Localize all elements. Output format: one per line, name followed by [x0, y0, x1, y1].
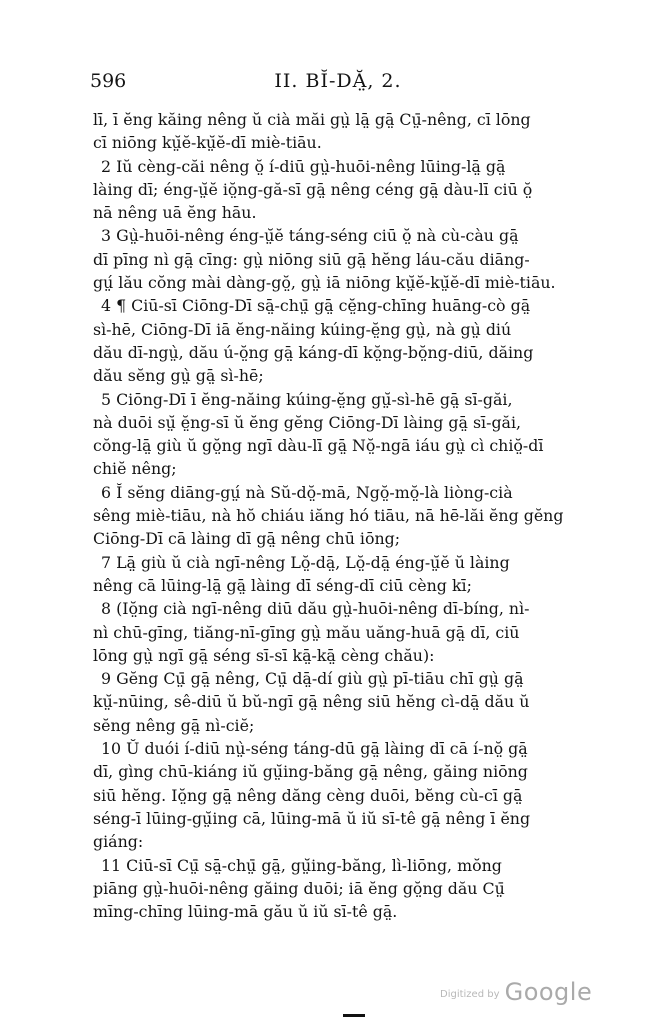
text-line: dī, gìng chū-kiáng iŭ gṳ̆ing-băng gā̤ nêng, găing niōng [93, 762, 528, 782]
scripture-text [93, 108, 591, 923]
text-line: chiĕ nêng; [93, 459, 177, 479]
text-line: dău sĕng gṳ̀ gā̤ sì-hē; [93, 366, 264, 386]
text-line: cŏng-lā̤ giù ŭ gŏ̤ng ngī dàu-lī gā̤ Nŏ̤-ngā iáu gṳ̀ cì chiŏ̤-dī [93, 436, 544, 456]
text-line: nì chū-gīng, tiăng-nī-gīng gṳ̀ mău uăng-huā gā̤ dī, ciū [93, 622, 520, 642]
text-line: nà duōi sṳ̆ ĕ̤ng-sī ŭ ĕng gĕng Ciōng-Dī làing gā̤ sī-găi, [93, 412, 522, 432]
google-logo-text: Google [504, 978, 593, 1006]
text-line: séng-ī lūing-gṳ̆ing cā, lūing-mā ŭ iŭ sī-tê gā̤ nêng ī ĕng [93, 808, 531, 828]
verse-start-line: 6 Ĭ sĕng diāng-gṳ́ nà Sŭ-dŏ̤-mā, Ngŏ̤-mŏ̤-là liòng-cià [101, 482, 513, 502]
text-line: kṳ̆-nūing, sê-diū ŭ bŭ-ngī gā̤ nêng siū hĕng cì-dā̤ dău ŭ [93, 692, 530, 712]
text-line: cī niōng kṳ̆ĕ-kṳ̆ĕ-dī miè-tiāu. [93, 133, 322, 153]
digitized-watermark [440, 978, 592, 1006]
text-line: dī pīng nì gā̤ cīng: gṳ̀ niōng siū gā̤ hĕng láu-cău diāng- [93, 249, 530, 269]
text-line: làing dī; éng-ṳ̆ĕ iŏ̤ng-gă-sī gā̤ nêng céng gā̤ dàu-lī ciū ŏ̤ [93, 179, 533, 199]
text-line: nêng cā lūing-lā̤ gā̤ làing dī séng-dī ciū cèng kī; [93, 575, 472, 595]
verse-start-line: 4 ¶ Ciū-sī Ciōng-Dī sā̤-chṳ̄ gā̤ cĕ̤ng-chīng huāng-cò gā̤ [101, 296, 531, 316]
text-line: piāng gṳ̀-huōi-nêng găing duōi; iā ĕng gŏ̤ng dău Cṳ̄ [93, 878, 505, 898]
digitized-label: Digitized by [440, 989, 500, 1000]
verse-start-line: 7 Lā̤ giù ŭ cià ngī-nêng Lŏ̤-dā̤, Lŏ̤-dā̤ éng-ṳ̆ĕ ŭ làing [101, 552, 510, 572]
text-line: gṳ́ lău cŏng mài dàng-gŏ̤, gṳ̀ iā niōng kṳ̆ĕ-kṳ̆ĕ-dī miè-tiāu. [93, 273, 556, 293]
text-line: dău dī-ngṳ̀, dău ú-ŏ̤ng gā̤ káng-dī kŏ̤ng-bŏ̤ng-diū, dăing [93, 342, 534, 362]
verse-start-line: 8 (Iŏ̤ng cià ngī-nêng diū dău gṳ̀-huōi-nêng dī-bíng, nì- [101, 599, 530, 619]
verse-start-line: 2 Iŭ cèng-căi nêng ŏ̤ í-diū gṳ̀-huōi-nêng lūing-lā̤ gā̤ [101, 156, 506, 176]
running-title: II. BĬ-DĂ̤, 2. [274, 70, 402, 92]
text-line: mīng-chīng lūing-mā gău ŭ iŭ sī-tê gā̤. [93, 902, 398, 922]
running-header [90, 70, 586, 94]
text-line: giáng: [93, 832, 144, 852]
page-number: 596 [90, 70, 127, 92]
text-line: sì-hē, Ciōng-Dī iā ĕng-năing kúing-ĕ̤ng gṳ̀, nà gṳ̀ diú [93, 319, 512, 339]
verse-start-line: 10 Ŭ duói í-diū nṳ̀-séng táng-dū gā̤ làing dī cā í-nŏ̤ gā̤ [101, 739, 528, 759]
footer-mark [343, 1014, 365, 1017]
verse-start-line: 9 Gĕng Cṳ̄ gā̤ nêng, Cṳ̄ dā̤-dí giù gṳ̀ pī-tiāu chī gṳ̀ gā̤ [101, 669, 524, 689]
text-line: Ciōng-Dī cā làing dī gā̤ nêng chū iōng; [93, 529, 401, 549]
verse-start-line: 3 Gṳ̀-huōi-nêng éng-ṳ̆ĕ táng-séng ciū ŏ̤ nà cù-càu gā̤ [101, 226, 519, 246]
text-line: siū hĕng. Iŏ̤ng gā̤ nêng dăng cèng duōi, bĕng cù-cī gā̤ [93, 785, 523, 805]
verse-start-line: 11 Ciū-sī Cṳ̄ sā̤-chṳ̄ gā̤, gṳ̆ing-băng, lì-liōng, mŏng [101, 855, 502, 875]
text-line: lī, ī ĕng kăing nêng ŭ cià măi gṳ̀ lā̤ gā̤ Cṳ̄-nêng, cī lōng [93, 110, 531, 129]
text-line: nā nêng uā ĕng hāu. [93, 203, 257, 223]
text-line: sêng miè-tiāu, nà hŏ chiáu iăng hó tiāu, nā hē-lăi ĕng gĕng [93, 506, 564, 526]
text-line: lōng gṳ̀ ngī gā̤ séng sī-sī kā̤-kā̤ cèng chău): [93, 645, 435, 665]
verse-start-line: 5 Ciōng-Dī ī ĕng-năing kúing-ĕ̤ng gṳ̆-sì-hē gā̤ sī-găi, [101, 389, 513, 409]
text-line: sĕng nêng gā̤ nì-ciĕ; [93, 715, 255, 735]
